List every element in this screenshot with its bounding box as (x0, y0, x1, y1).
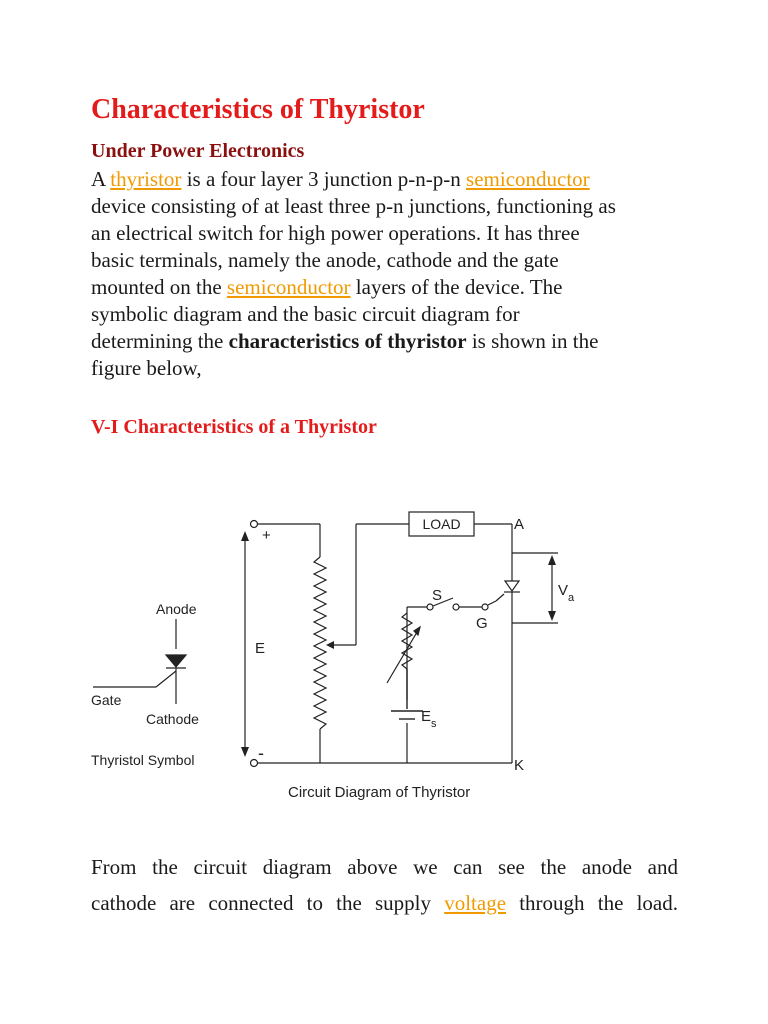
symbol-caption: Thyristol Symbol (91, 752, 195, 768)
thyristor-figure (82, 495, 702, 815)
symbol-cathode-label: Cathode (146, 711, 199, 727)
intro-text: is a four layer 3 junction p-n-p-n (181, 167, 467, 191)
wiper-arrow (326, 641, 334, 649)
intro-text: determining the (91, 329, 229, 353)
intro-text: layers of the device. The (350, 275, 563, 299)
circuit-caption: Circuit Diagram of Thyristor (288, 784, 471, 801)
va-label: $V_a$ (558, 582, 575, 604)
section-heading: V-I Characteristics of a Thyristor (91, 416, 377, 438)
outro-text: From the circuit diagram above we can see the anode and (91, 855, 678, 879)
symbol-diode-triangle (166, 655, 186, 667)
e-arrow (241, 531, 249, 757)
variable-resistor (387, 613, 420, 683)
circuit-wires (257, 524, 558, 763)
terminal-k-label: K (514, 757, 525, 774)
intro-text: A (91, 167, 111, 191)
minus-label: - (258, 743, 264, 763)
supply-minus-terminal (251, 760, 258, 767)
page-subtitle: Under Power Electronics (91, 140, 305, 162)
symbol-anode-label: Anode (156, 601, 197, 617)
intro-text: is shown in the (466, 329, 599, 353)
plus-label: + (262, 527, 271, 544)
s-label: S (432, 587, 443, 604)
intro-text: figure below, (91, 356, 202, 380)
intro-text: mounted on the (91, 275, 227, 299)
e-label: E (255, 640, 266, 657)
load-label: LOAD (422, 516, 461, 532)
es-label: $E_s$ (421, 708, 437, 730)
page-title: Characteristics of Thyristor (91, 94, 425, 125)
va-arrow (548, 555, 556, 621)
semiconductor-link[interactable]: semiconductor (466, 167, 590, 191)
outro-text: through the load. (506, 891, 679, 915)
intro-text: an electrical switch for high power operations. It has three (91, 221, 580, 245)
bold-term: characteristics of thyristor (228, 329, 467, 353)
circuit-thyristor (496, 575, 520, 601)
voltage-link[interactable]: voltage (444, 891, 507, 915)
intro-text: device consisting of at least three p-n junctions, functioning as (91, 194, 616, 218)
symbol-gate-diag (156, 671, 176, 687)
thyristor-link[interactable]: thyristor (110, 167, 182, 191)
semiconductor-link-2[interactable]: semiconductor (226, 275, 351, 299)
terminal-a-label: A (514, 516, 525, 533)
circuit-diagram (82, 495, 702, 815)
symbol-gate-label: Gate (91, 692, 122, 708)
supply-plus-terminal (251, 521, 258, 528)
intro-text: symbolic diagram and the basic circuit diagram for (91, 302, 520, 326)
intro-text: basic terminals, namely the anode, cathode and the gate (91, 248, 559, 272)
outro-text: cathode are connected to the supply (91, 891, 445, 915)
battery-es (391, 669, 423, 719)
intro-paragraph (91, 166, 691, 382)
g-label: G (476, 615, 488, 632)
outro-paragraph (91, 849, 678, 921)
